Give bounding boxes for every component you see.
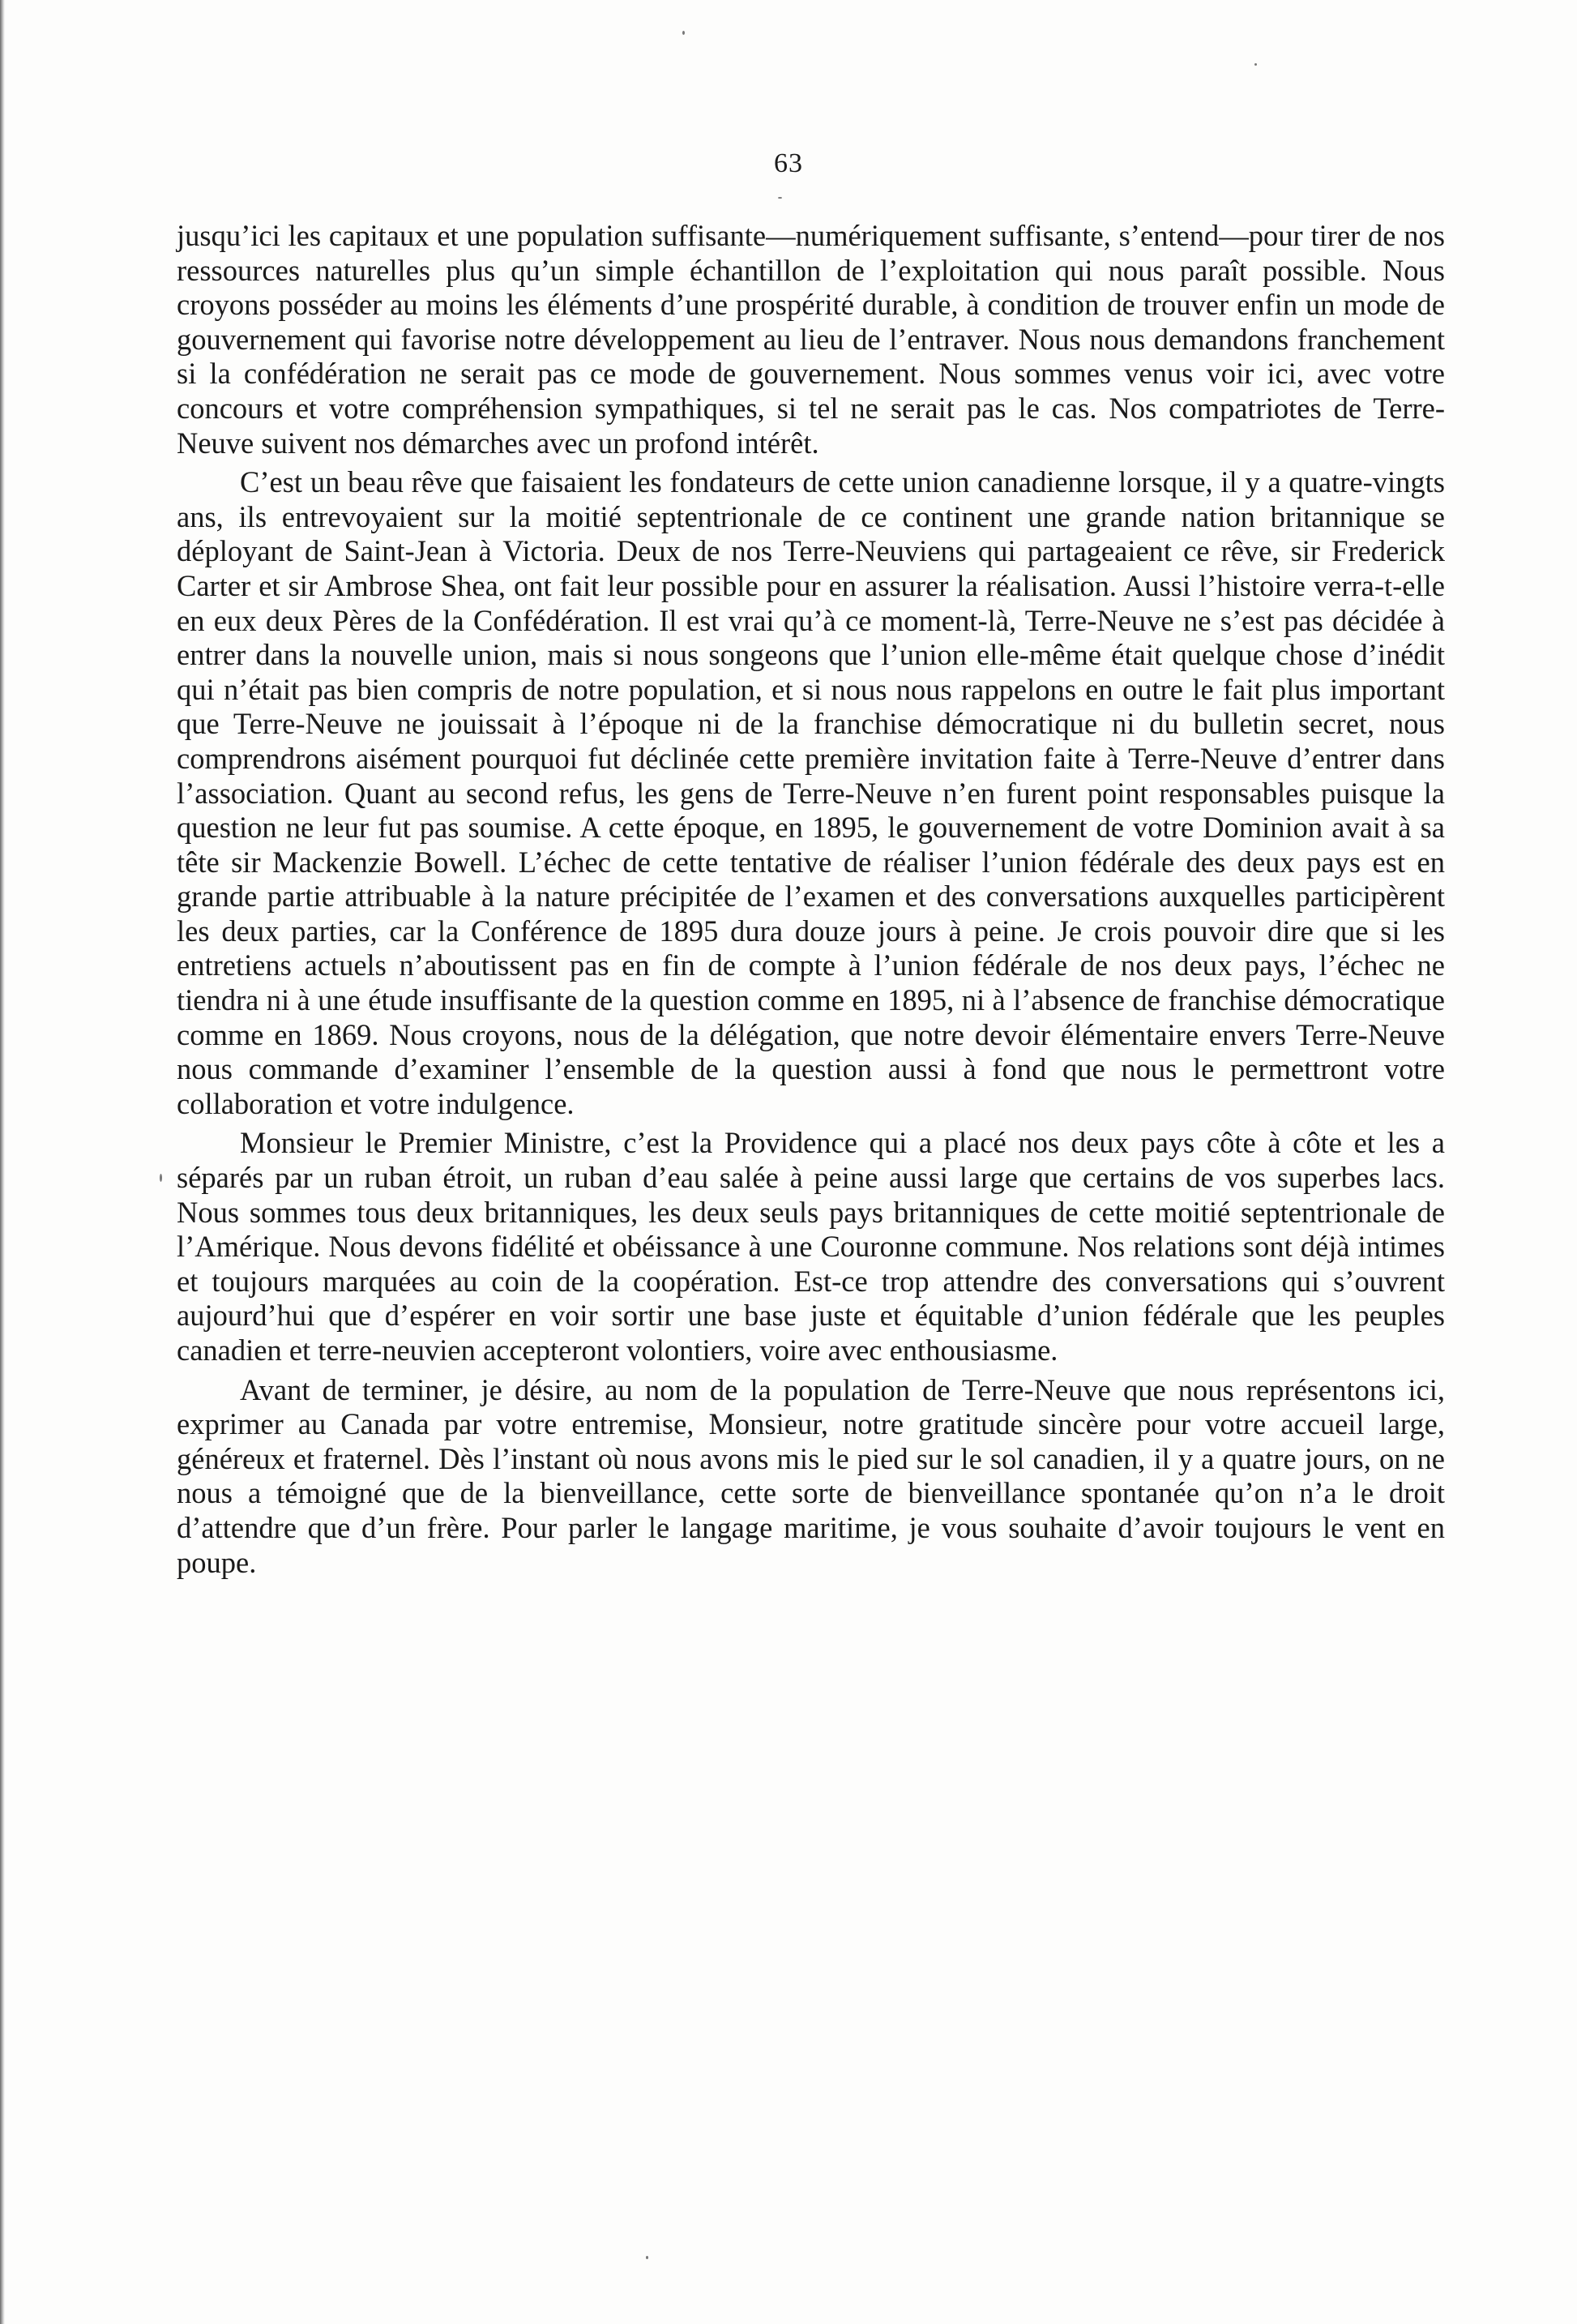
paragraph-confederation-history: C’est un beau rêve que faisaient les fondateurs de cette union canadienne lorsque, il y a quatre-vingts ans, ils entrevoyaient sur la moitié septentrionale de ce continent une grande nation britannique se déployant de Saint-Jean à Victoria. Deux de nos Terre-Neuviens qui partageaient ce rêve, sir Frederick Carter et sir Ambrose Shea, ont fait leur possible pour en assurer la réalisation. Aussi l’histoire verra-t-elle en eux deux Pères de la Confédération. Il est vrai qu’à ce moment-là, Terre-Neuve ne s’est pas décidée à entrer dans la nouvelle union, mais si nous songeons que l’union elle-même était quelque chose d’inédit qui n’était pas bien compris de notre population, et si nous nous rappelons en outre le fait plus important que Terre-Neuve ne jouissait à l’époque ni de la franchise démocratique ni du bulletin secret, nous comprendrons aisément pourquoi fut déclinée cette première invitation faite à Terre-Neuve d’entrer dans l’association. Quant au second refus, les gens de Terre-Neuve n’en furent point responsables puisque la question ne leur fut pas soumise. A cette époque, en 1895, le gouvernement de votre Dominion avait à sa tête sir Mackenzie Bowell. L’échec de cette tentative de réaliser l’union fédérale des deux pays est en grande partie attribuable à la nature précipitée de l’examen et des conversations auxquelles participèrent les deux parties, car la Conférence de 1895 dura douze jours à peine. Je crois pouvoir dire que si les entretiens actuels n’aboutissent pas en fin de compte à l’union fédérale de nos deux pays, l’échec ne tiendra ni à une étude insuffisante de la question comme en 1895, ni à l’absence de franchise démocratique comme en 1869. Nous croyons, nous de la délégation, que notre devoir élémentaire envers Terre-Neuve nous commande d’examiner l’ensemble de la question aussi à fond que nous le permettront votre collaboration et votre indulgence. bbox=[177, 465, 1445, 1120]
binding-edge bbox=[0, 0, 5, 2324]
page-number: 63 bbox=[774, 148, 803, 178]
scan-speck bbox=[778, 197, 782, 199]
scan-speck bbox=[646, 2256, 648, 2259]
paragraph-continuation: jusqu’ici les capitaux et une population suffisante—numériquement suffisante, s’entend—pour tirer de nos ressources naturelles plus qu’un simple échantillon de l’exploitation qui nous paraît possible. Nous croyons posséder au moins les éléments d’une prospérité durable, à condition de trouver enfin un mode de gouvernement qui favorise notre développement au lieu de l’entraver. Nous nous demandons franchement si la confédération ne serait pas ce mode de gouvernement. Nous sommes venus voir ici, avec votre concours et votre compréhension sympathiques, si tel ne serait pas le cas. Nos compatriotes de Terre-Neuve suivent nos démarches avec un profond intérêt. bbox=[177, 219, 1445, 460]
scan-speck bbox=[682, 31, 685, 35]
scan-speck bbox=[160, 1174, 162, 1182]
paragraph-closing-gratitude: Avant de terminer, je désire, au nom de la population de Terre-Neuve que nous représentons ici, exprimer au Canada par votre entremise, Monsieur, notre gratitude sincère pour votre accueil large, généreux et fraternel. Dès l’instant où nous avons mis le pied sur le sol canadien, il y a quatre jours, on ne nous a témoigné que de la bienveillance, cette sorte de bienveillance spontanée qu’on n’a le droit d’attendre que d’un frère. Pour parler le langage maritime, je vous souhaite d’avoir toujours le vent en poupe. bbox=[177, 1372, 1445, 1579]
paragraph-providence: Monsieur le Premier Ministre, c’est la Providence qui a placé nos deux pays côte à côte et les a séparés par un ruban étroit, un ruban d’eau salée à peine aussi large que certains de vos superbes lacs. Nous sommes tous deux britanniques, les deux seuls pays britanniques de cette moitié septentrionale de l’Amérique. Nous devons fidélité et obéissance à une Couronne commune. Nos relations sont déjà intimes et toujours marquées au coin de la coopération. Est-ce trop attendre des conversations qui s’ouvrent aujourd’hui que d’espérer en voir sortir une base juste et équitable d’union fédérale que les peuples canadien et terre-neuvien accepteront volontiers, voire avec enthousiasme. bbox=[177, 1126, 1445, 1367]
body-text bbox=[177, 219, 1445, 1580]
scan-speck bbox=[1254, 63, 1257, 66]
